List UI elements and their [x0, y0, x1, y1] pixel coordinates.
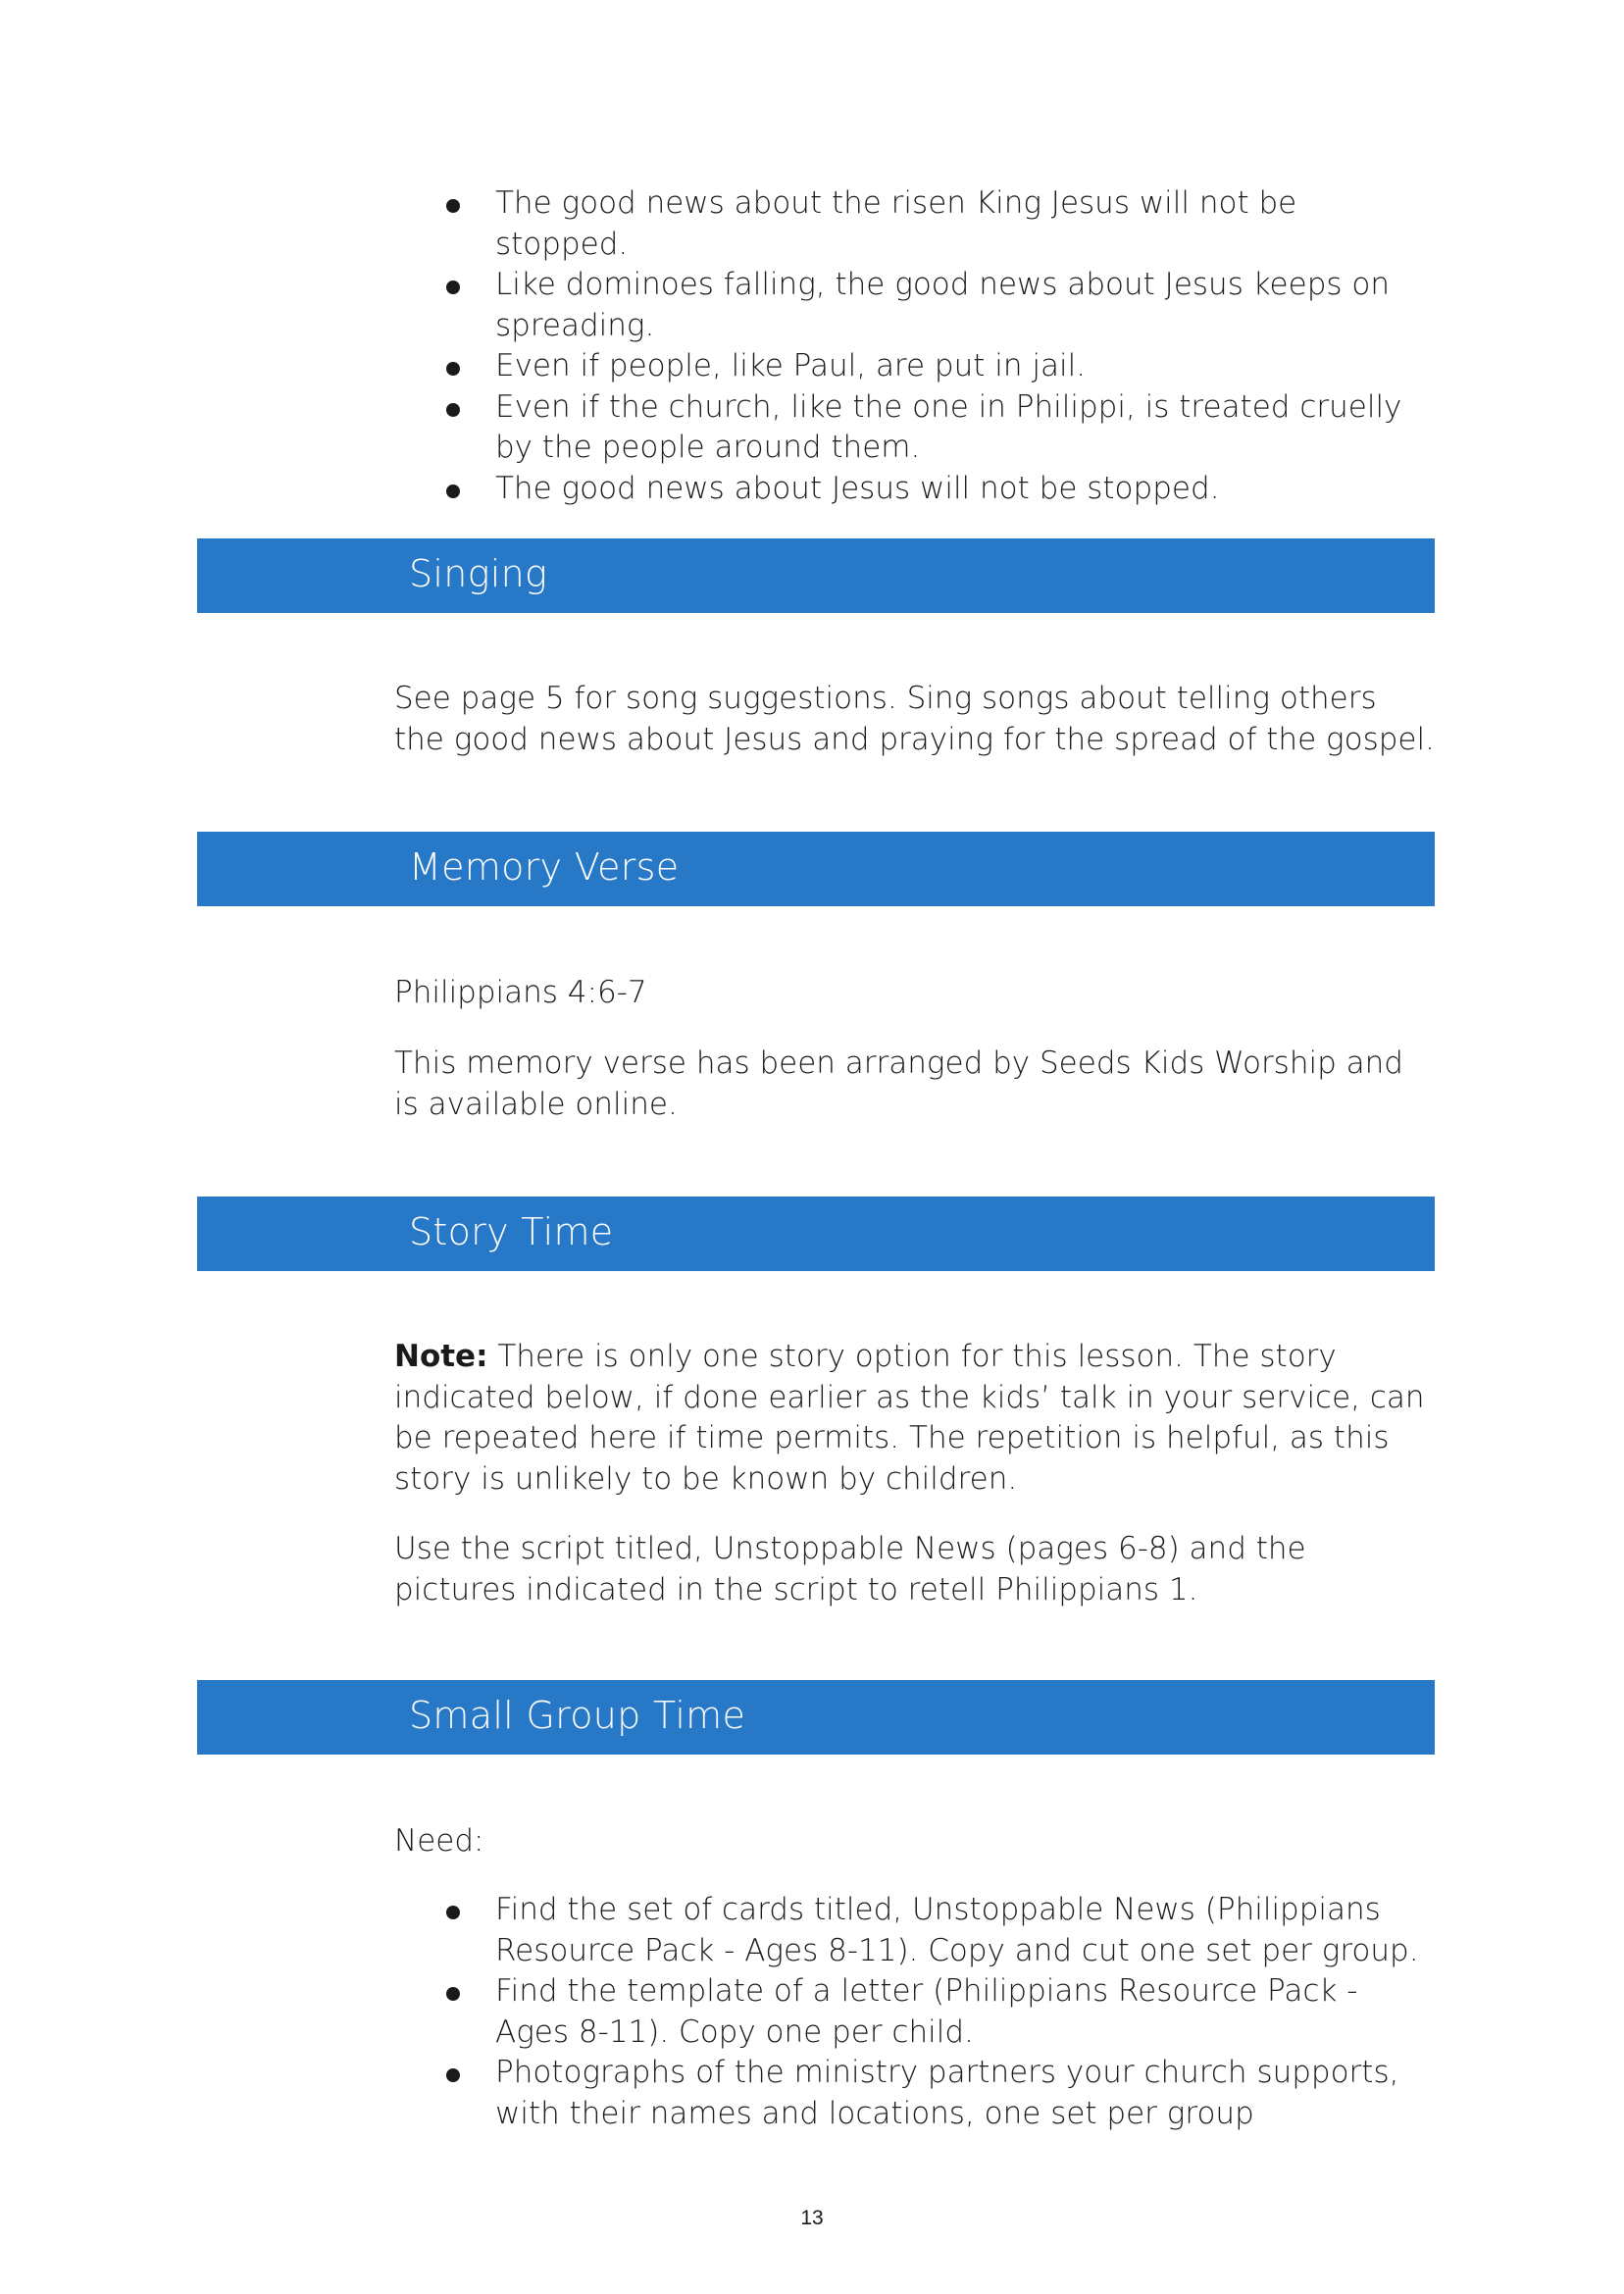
- bullet-icon: [446, 403, 460, 417]
- page-number: 13: [800, 2207, 824, 2229]
- list-item: The good news about Jesus will not be stopped.: [443, 469, 1424, 510]
- note-label: Note:: [394, 1339, 488, 1374]
- section-title: Singing: [409, 552, 548, 595]
- list-item: Find the template of a letter (Philippians Resource Pack - Ages 8-11). Copy one per child.: [443, 1971, 1424, 2053]
- bullet-icon: [446, 1906, 460, 1919]
- section-title: Small Group Time: [409, 1694, 746, 1737]
- singing-paragraph: See page 5 for song suggestions. Sing songs about telling others the good news about Jesus and praying for the spread of the gospel.: [394, 681, 1435, 757]
- memory-verse-paragraph: This memory verse has been arranged by Seeds Kids Worship and is available online.: [394, 1045, 1403, 1122]
- list-item: Like dominoes falling, the good news about Jesus keeps on spreading.: [443, 265, 1424, 346]
- list-item: The good news about the risen King Jesus will not be stopped.: [443, 183, 1424, 265]
- list-item: Even if people, like Paul, are put in jail.: [443, 346, 1424, 387]
- bullet-icon: [446, 199, 460, 213]
- memory-verse-reference: Philippians 4:6-7: [394, 975, 647, 1010]
- intro-bullet-list: [443, 183, 1424, 509]
- section-header-small-group: [197, 1680, 1435, 1755]
- bullet-icon: [446, 1987, 460, 2001]
- bullet-icon: [446, 280, 460, 294]
- need-bullet-list: [443, 1890, 1424, 2134]
- bullet-icon: [446, 2068, 460, 2082]
- section-header-singing: [197, 538, 1435, 613]
- section-title: Memory Verse: [409, 845, 680, 889]
- bullet-icon: [446, 484, 460, 498]
- story-script-paragraph: Use the script titled, Unstoppable News (pages 6-8) and the pictures indicated in the script to retell Philippians 1.: [394, 1531, 1306, 1607]
- bullet-icon: [446, 362, 460, 376]
- section-title: Story Time: [409, 1210, 614, 1253]
- list-item: Find the set of cards titled, Unstoppable News (Philippians Resource Pack - Ages 8-11). Copy and cut one set per group.: [443, 1890, 1424, 1971]
- section-header-story-time: [197, 1197, 1435, 1271]
- note-text: There is only one story option for this lesson. The story indicated below, if done earlier as the kids’ talk in your service, can be repeated here if time permits. The repetition is helpful, as this story is unlikely to be known by children.: [394, 1339, 1425, 1497]
- story-note-paragraph: [394, 1337, 1436, 1500]
- list-item: Even if the church, like the one in Philippi, is treated cruelly by the people around them.: [443, 387, 1424, 469]
- section-header-memory-verse: [197, 832, 1435, 906]
- need-label: Need:: [394, 1823, 484, 1859]
- list-item: Photographs of the ministry partners your church supports, with their names and locations, one set per group: [443, 2053, 1424, 2134]
